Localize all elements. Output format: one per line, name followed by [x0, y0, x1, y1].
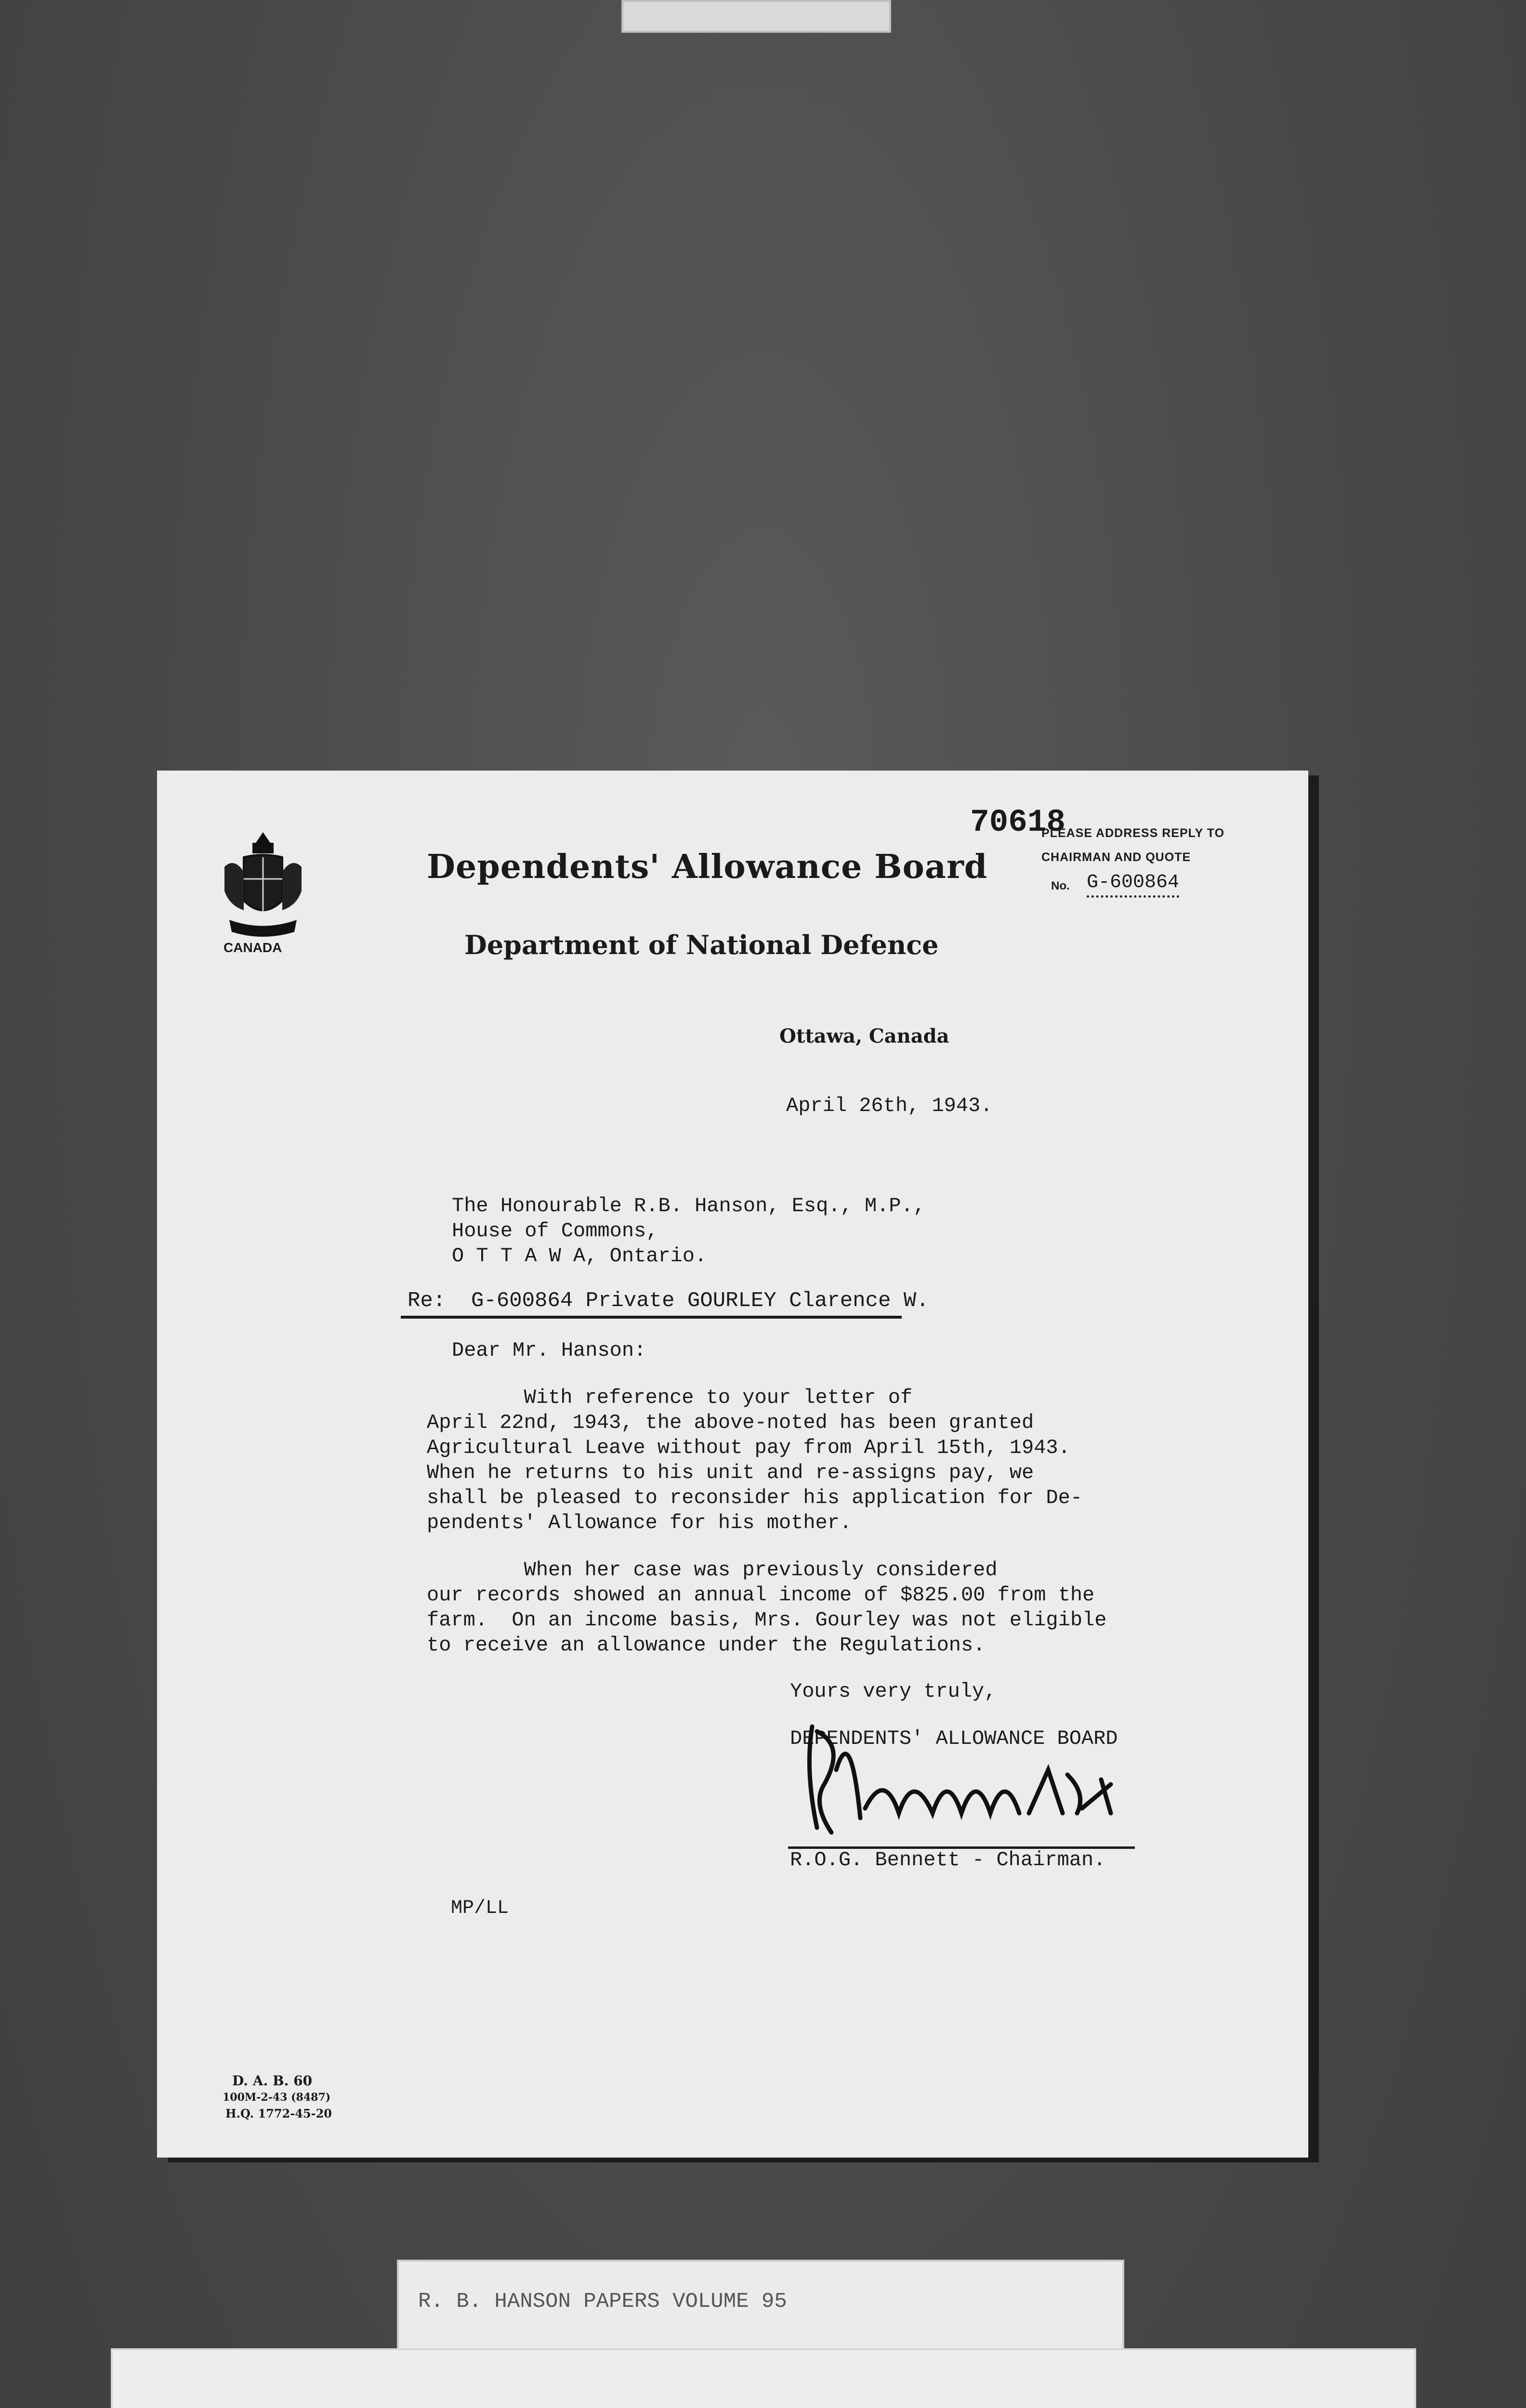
body-line: to receive an allowance under the Regulations.	[427, 1634, 986, 1657]
signature-block: DEPENDENTS' ALLOWANCE BOARD	[790, 1727, 1118, 1750]
form-code: 100M-2-43 (8487)	[223, 2091, 331, 2104]
reply-instruction-line2: CHAIRMAN AND QUOTE	[1041, 851, 1191, 864]
canada-coat-of-arms-icon	[215, 828, 311, 954]
salutation: Dear Mr. Hanson:	[452, 1339, 646, 1362]
body-line: pendents' Allowance for his mother.	[427, 1511, 852, 1534]
address-line: O T T A W A, Ontario.	[452, 1244, 707, 1268]
body-line: farm. On an income basis, Mrs. Gourley was not eligible	[427, 1609, 1107, 1632]
typist-initials: MP/LL	[451, 1898, 509, 1919]
body-line: our records showed an annual income of $825.00 from the	[427, 1584, 1095, 1607]
archives-card	[111, 2348, 1416, 2408]
form-code: H.Q. 1772-45-20	[225, 2107, 332, 2120]
reply-instruction-line1: PLEASE ADDRESS REPLY TO	[1041, 826, 1225, 840]
subject-line: Re: G-600864 Private GOURLEY Clarence W.	[408, 1289, 929, 1313]
department-title: Department of National Defence	[464, 929, 939, 960]
address-line: The Honourable R.B. Hanson, Esq., M.P.,	[452, 1194, 925, 1217]
board-title: Dependents' Allowance Board	[427, 848, 988, 886]
closing: Yours very truly,	[790, 1680, 997, 1703]
handwritten-signature-icon	[778, 1712, 1193, 1857]
body-line: When he returns to his unit and re-assigns pay, we	[427, 1461, 1034, 1484]
folder-label	[397, 2260, 1124, 2351]
body-line: When her case was previously considered	[427, 1558, 998, 1582]
body-line: shall be pleased to reconsider his application for De-	[427, 1486, 1083, 1509]
letter-place: Ottawa, Canada	[779, 1025, 949, 1047]
letter-date: April 26th, 1943.	[786, 1094, 993, 1117]
signatory: R.O.G. Bennett - Chairman.	[790, 1848, 1106, 1871]
body-line: April 22nd, 1943, the above-noted has been granted	[427, 1411, 1034, 1434]
folder-label-text: R. B. HANSON PAPERS VOLUME 95	[418, 2290, 787, 2314]
mount-tab	[621, 0, 891, 33]
address-line: House of Commons,	[452, 1219, 658, 1243]
body-line: With reference to your letter of	[427, 1386, 913, 1409]
body-line: Agricultural Leave without pay from April 15th, 1943.	[427, 1436, 1070, 1459]
crest-label: CANADA	[224, 940, 282, 955]
letter-page	[157, 771, 1308, 2158]
file-number-stamp: 70618	[970, 804, 1066, 840]
subject-underline	[401, 1316, 902, 1319]
reply-no-value: G-600864	[1087, 872, 1179, 898]
form-code: D. A. B. 60	[232, 2073, 313, 2089]
reply-no-label: No.	[1051, 879, 1070, 892]
